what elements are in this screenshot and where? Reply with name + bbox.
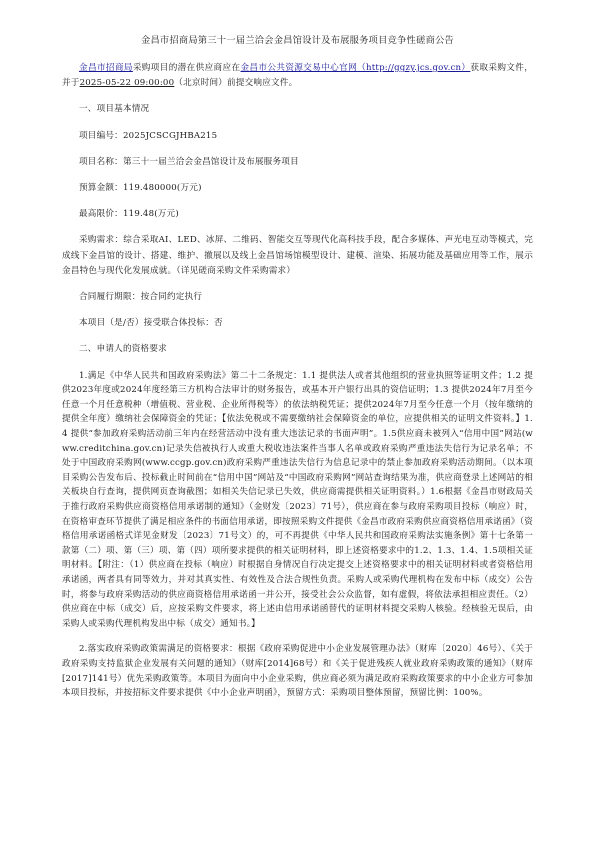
intro-paragraph [62,61,533,91]
agency-link[interactable]: 金昌市招商局 [79,63,133,73]
contract-period-label: 合同履行期限： [79,292,141,303]
platform-url-link[interactable]: （http://ggzy.jcs.gov.cn） [357,63,471,73]
project-name-value: 第三十一届兰洽会金昌馆设计及布展服务项目 [122,156,299,167]
budget-value: 119.480000(万元) [122,183,202,194]
consortium-row: 本项目（是/否）接受联合体投标：否 [79,318,223,329]
contract-period-value: 按合同约定执行 [140,292,203,303]
max-price-row [62,207,533,222]
budget-label: 预算金额： [79,183,123,194]
section-heading-qualification: 二、申请人的资格要求 [79,344,167,355]
demand-text: 综合采取AI、LED、冰屏、二维码、智能交互等现代化高科技手段，配合多媒体、声光电互动等模式，完成线下金昌馆的设计、搭建、维护、撤展以及线上金昌馆场馆模型设计、建模、渲染、拓展功能及基础应用等工作，展示金昌特色与现代化发展成就。（详见磋商采购文件采购需求） [62,235,533,276]
requirement-1-rest: 1.4 提供“参加政府采购活动前三年内在经营活动中没有重大违法记录的书面声明”。1.5供应商未被列入“信用中国”网站(www.creditchina.gov.cn)记录失信被执行人或重大税收违法案件当事人名单或政府采购严重违法失信行为记录名单；不处于中国政府采购网(www.ccgp.gov.cn)政府采购严重违法失信行为信息记录中的禁止参加政府采购活动期间。（以本项目采购公告发布后、投标截止时间前在“信用中国”网站及“中国政府采购网”网站查询结果为准，供应商登录上述网站的相关板块自行查询，提供网页查询截图；如相关失信记录已失效，供应商需提供相关证明资料。）1.6根据《金昌市财政局关于推行政府采购供应商资格信用承诺制的通知》（金财发〔2023〕71号），供应商在参与政府采购项目投标（响应）时，在资格审查环节提供了满足相应条件的书面信用承诺，即按照采购文件提供《金昌市政府采购供应商资格信用承诺函》（资格信用承诺函格式详见金财发〔2023〕71号文）的，可不再提供《中华人民共和国政府采购法实施条例》第十七条第一款第（二）项、第（三）项、第（四）项所要求提供的相关证明材料，即上述资格要求中的1.2、1.3、1.4、1.5项相关证明材料。 [62,414,533,571]
project-name-label: 项目名称： [79,156,123,167]
requirement-1-text: 1.满足《中华人民共和国政府采购法》第二十二条规定：1.1 提供法人或者其他组织的营业执照等证明文件；1.2 提供2023年度或2024年度经第三方机构合法审计的财务报告，或基本开户银行出具的资信证明；1.3 提供2024年7月至今任意一个月任意税种（增值税、营业税、企业所得税等）的依法纳税凭证；提供2024年7月至今任意一个月（按年缴纳的提供全年度）缴纳社会保障资金的凭证； [62,370,533,425]
section-heading-basic: 一、项目基本情况 [79,104,150,115]
intro-text-3: （北京时间）前提交响应文件。 [174,78,298,89]
document-title: 金昌市招商局第三十一届兰洽会金昌馆设计及布展服务项目竞争性磋商公告 [140,35,455,46]
max-price-value: 119.48(万元) [122,209,179,220]
requirement-1-bold-note: 【依法免税或不需要缴纳社会保障资金的单位，应提供相关的证明文件资料。】 [221,414,525,425]
intro-text-2: 获取采购文件，并于 [62,63,534,89]
contract-period-row [62,290,533,305]
demand-paragraph [62,233,533,279]
demand-label: 采购需求： [79,235,124,246]
max-price-label: 最高限价： [79,209,123,220]
requirement-1-paragraph [62,369,533,632]
project-name-row [62,155,533,170]
intro-text-1: 采购项目的潜在供应商应在 [132,63,241,73]
requirement-1-annotation: 【附注：（1）供应商在投标（响应）时根据自身情况自行决定提交上述资格要求中的相关证明材料或者资格信用承诺函，两者具有同等效力，并对其真实性、有效性及合法合规性负责。采购人或采购代理机构在发布中标（成交）公告时，将参与政府采购活动的供应商资格信用承诺函一并公开，接受社会公众监督，如有虚假，将依法承担相应责任。（2）供应商在中标（成交）后，应按采购文件要求，将上述由信用承诺函替代的证明材料提交采购人核验。经核验无误后，由采购人或采购代理机构发出中标（成交）通知书。】 [62,560,533,629]
project-number-label: 项目编号： [79,130,123,141]
project-number-row [62,129,533,144]
platform-link[interactable]: 金昌市公共资源交易中心官网 [240,63,358,73]
project-number-value: 2025JCSCGJHBA215 [122,130,218,141]
budget-row [62,181,533,196]
requirement-2-paragraph: 2.落实政府采购政策需满足的资格要求：根据《政府采购促进中小企业发展管理办法》（财库〔2020〕46号）、《关于政府采购支持监狱企业发展有关问题的通知》（财库[2014]68号）和《关于促进残疾人就业政府采购政策的通知》（财库[2017]141号）优先采购政策等。本项目为面向中小企业采购，供应商必须为满足政府采购政策要求的中小企业方可参加本项目投标，并按招标文件要求提供《中小企业声明函》，预留方式：采购项目整体预留，预留比例：100%。 [62,644,533,699]
deadline-value: 2025-05-22 09:00:00 [79,78,175,89]
